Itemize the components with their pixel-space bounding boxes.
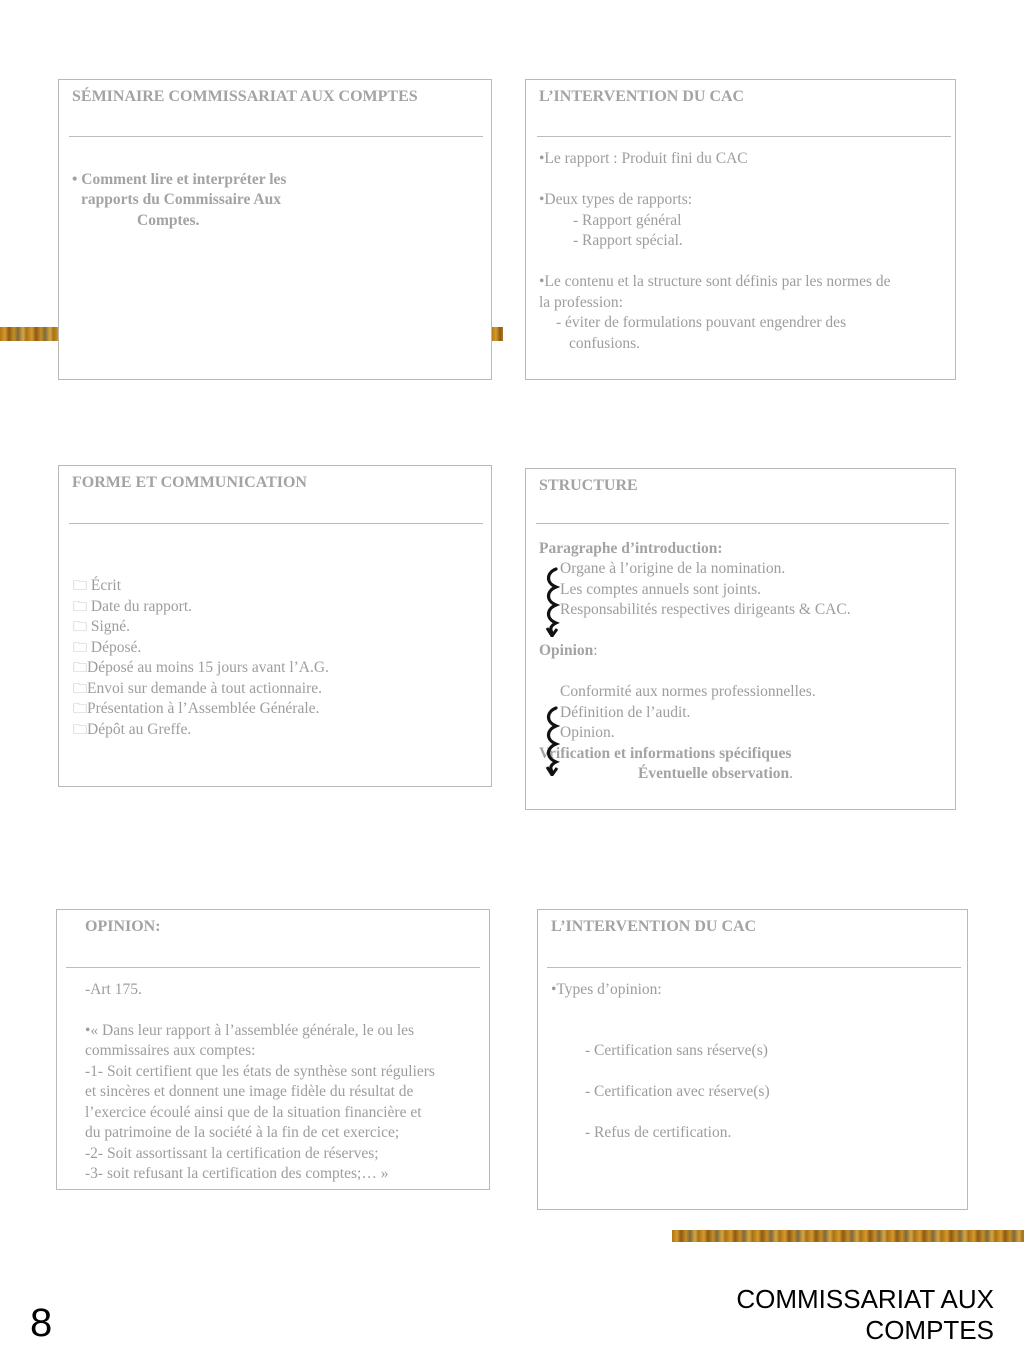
slide-intervention-cac (525, 79, 956, 380)
list-item-label: Date du rapport. (90, 598, 193, 615)
slide-text-line: - éviter de formulations pouvant engendrer des (556, 314, 847, 331)
slide-text-line: - Certification sans réserve(s) (585, 1042, 768, 1059)
slide-text-line: Responsabilités respectives dirigeants & CAC. (560, 601, 851, 618)
list-item-label: Signé. (90, 618, 131, 635)
slide-text-line: -1- Soit certifient que les états de synthèse sont réguliers (85, 1063, 435, 1080)
section-heading-label: rification et informations spécifiques (549, 745, 792, 762)
list-item-label: Envoi sur demande à tout actionnaire. (87, 680, 323, 697)
decorative-band-bottom (672, 1230, 1024, 1242)
list-item-label: Dépôt au Greffe. (87, 721, 192, 738)
slide-text-line (638, 764, 793, 785)
folder-icon: 🗀 (73, 599, 87, 615)
folder-icon: 🗀 (73, 722, 87, 738)
slide-title: L’INTERVENTION DU CAC (551, 918, 757, 935)
slide-text-line: commissaires aux comptes: (85, 1042, 256, 1059)
list-item-label: Déposé. (90, 639, 142, 656)
slide-title: OPINION: (85, 918, 161, 935)
list-item (73, 576, 121, 597)
slide-seminaire (58, 79, 492, 380)
list-item-label: Écrit (90, 577, 121, 594)
slide-opinion (56, 909, 490, 1190)
curved-arrow-icon (542, 565, 564, 637)
slide-text-line: - Certification avec réserve(s) (585, 1083, 770, 1100)
list-item-label: Présentation à l’Assemblée Générale. (87, 700, 320, 717)
slide-text-line: -3- soit refusant la certification des comptes;… » (85, 1165, 389, 1182)
slide-text-line: du patrimoine de la société à la fin de cet exercice; (85, 1124, 400, 1141)
title-divider (537, 136, 951, 137)
section-heading (539, 744, 791, 765)
section-heading-label: Opinion (539, 642, 594, 659)
slide-title: FORME ET COMMUNICATION (72, 474, 307, 491)
slide-text-line: •Le contenu et la structure sont définis par les normes de (539, 273, 891, 290)
list-item (73, 617, 130, 638)
slide-text-label: Éventuelle observation (638, 765, 790, 782)
folder-icon: 🗀 (73, 701, 87, 717)
slide-text-line: • Comment lire et interpréter les (72, 171, 287, 188)
section-heading (539, 641, 598, 662)
folder-icon: 🗀 (73, 681, 87, 697)
slide-text-line: Comptes. (137, 212, 200, 229)
slide-title: L’INTERVENTION DU CAC (539, 88, 745, 105)
section-heading-prefix: V (539, 745, 550, 762)
title-divider (547, 967, 961, 968)
folder-icon: 🗀 (73, 660, 87, 676)
slide-forme-communication (58, 465, 492, 787)
slide-text-line: Conformité aux normes professionnelles. (560, 683, 816, 700)
list-item (73, 638, 141, 659)
decorative-band-middle (491, 327, 503, 341)
slide-text-line: - Rapport spécial. (573, 232, 683, 249)
slide-title: SÉMINAIRE COMMISSARIAT AUX COMPTES (72, 88, 418, 105)
list-item (73, 658, 329, 679)
list-item (73, 597, 192, 618)
slide-text-line: la profession: (539, 294, 623, 311)
folder-icon: 🗀 (73, 640, 87, 656)
title-divider (69, 136, 483, 137)
slide-title: STRUCTURE (539, 477, 638, 494)
slide-text-line: - Refus de certification. (585, 1124, 732, 1141)
slide-text-line: •« Dans leur rapport à l’assemblée générale, le ou les (85, 1022, 415, 1039)
list-item (73, 679, 322, 700)
slide-text-line: -Art 175. (85, 981, 142, 998)
decorative-band-left (0, 327, 58, 341)
footer-title-line: COMMISSARIAT AUX (736, 1284, 994, 1314)
slide-text-line: -2- Soit assortissant la certification de réserves; (85, 1145, 379, 1162)
list-item-label: Déposé au moins 15 jours avant l’A.G. (87, 659, 329, 676)
slide-text-line: Opinion. (560, 724, 615, 741)
slide-structure (525, 468, 956, 810)
title-divider (536, 523, 949, 524)
slide-text-line: l’exercice écoulé ainsi que de la situation financière et (85, 1104, 422, 1121)
slide-text-line: Définition de l’audit. (560, 704, 691, 721)
footer-title-line: COMPTES (865, 1315, 994, 1345)
page-number: 8 (30, 1301, 53, 1345)
slide-text-line: Organe à l’origine de la nomination. (560, 560, 786, 577)
footer-title (736, 1284, 994, 1346)
title-divider (69, 523, 483, 524)
slide-text-line: - Rapport général (573, 212, 682, 229)
folder-icon: 🗀 (73, 619, 87, 635)
slide-text-line: confusions. (569, 335, 641, 352)
slide-text-line: rapports du Commissaire Aux (81, 191, 281, 208)
section-heading: Paragraphe d’introduction: (539, 540, 723, 557)
slide-text-line: et sincères et donnent une image fidèle du résultat de (85, 1083, 414, 1100)
section-heading-suffix: : (593, 642, 598, 659)
slide-text-line: •Types d’opinion: (551, 981, 662, 998)
list-item (73, 720, 191, 741)
folder-icon: 🗀 (73, 578, 87, 594)
title-divider (66, 967, 480, 968)
list-item (73, 699, 319, 720)
slide-text-line: •Deux types de rapports: (539, 191, 693, 208)
slide-text-line: •Le rapport : Produit fini du CAC (539, 150, 748, 167)
curved-arrow-icon (542, 704, 564, 776)
slide-types-opinion (537, 909, 968, 1210)
slide-text-line: Les comptes annuels sont joints. (560, 581, 762, 598)
slide-text-suffix: . (789, 765, 793, 782)
